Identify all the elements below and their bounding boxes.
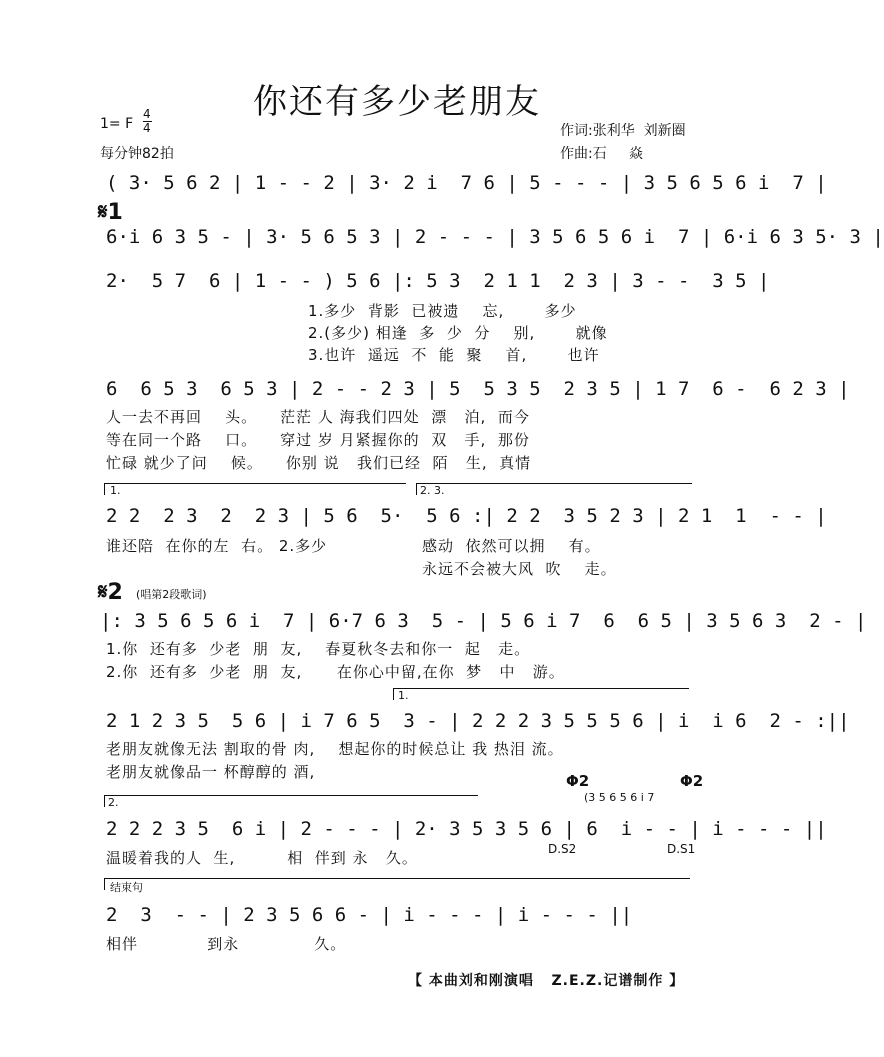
- volta-1b-label: 1.: [398, 689, 409, 702]
- lyric-chorus-1: 1.你 还有多 少老 朋 友, 春夏秋冬去和你一 起 走。: [106, 640, 531, 658]
- volta-23-tick: [416, 483, 417, 495]
- footer-credit: 【 本曲刘和刚演唱 Z.E.Z.记谱制作 】: [408, 973, 685, 989]
- volta-1b-bracket: [393, 688, 689, 689]
- coda-icon: Φ2: [566, 772, 590, 790]
- volta-23-label: 2. 3.: [420, 484, 445, 497]
- segno-1-icon: 𝄋1: [98, 200, 123, 225]
- volta-1-bracket: [104, 483, 406, 484]
- lyric-verse-1a: 1.多少 背影 已被遗 忘, 多少: [308, 302, 577, 320]
- notation-row-7: 2 1 2 3 5 5 6 | i 7 6 5 3 - | 2 2 2 3 5 5 5 6 | i i 6 2 - :||: [106, 710, 850, 732]
- time-sig-top: 4: [143, 107, 151, 121]
- segno-2-note: (唱第2段歌词): [136, 588, 207, 601]
- ending-label: 结束句: [110, 881, 143, 894]
- lyric-chorus-3: 老朋友就像无法 割取的骨 肉, 想起你的时候总让 我 热泪 流。: [106, 740, 564, 758]
- ending-bracket: [104, 878, 690, 879]
- lyric-chorus-4: 老朋友就像品一 杯醇醇的 酒,: [106, 763, 316, 781]
- lyric-end: 相伴 到永 久。: [106, 935, 347, 953]
- lyric-chorus-5: 温暖着我的人 生, 相 伴到 永 久。: [106, 849, 418, 867]
- lyric-chorus-2: 2.你 还有多 少老 朋 友, 在你心中留,在你 梦 中 游。: [106, 663, 565, 681]
- volta-2-label: 2.: [108, 796, 119, 809]
- time-sig-bottom: 4: [143, 121, 151, 135]
- notation-row-2: 6·i 6 3 5 - | 3· 5 6 5 3 | 2 - - - | 3 5 6 5 6 i 7 | 6·i 6 3 5· 3 |: [106, 226, 884, 248]
- lyric-verse-3b: 忙碌 就少了问 候。 你别 说 我们已经 陌 生, 真情: [106, 454, 532, 472]
- notation-row-4: 6 6 5 3 6 5 3 | 2 - - 2 3 | 5 5 3 5 2 3 5 | 1 7 6 - 6 2 3 |: [106, 378, 850, 400]
- lyric-verse-2a: 2.(多少) 相逢 多 少 分 别, 就像: [308, 324, 608, 342]
- coda-end-icon: Φ2: [680, 772, 704, 790]
- volta-1-label: 1.: [110, 484, 121, 497]
- key-signature: 1= F: [100, 116, 134, 132]
- segno-2-icon: 𝄋2: [98, 580, 123, 605]
- lyric-verse-1c: 谁还陪 在你的左 右。 2.多少: [106, 537, 328, 555]
- lyric-verse-1b: 人一去不再回 头。 茫茫 人 海我们四处 漂 泊, 而今: [106, 408, 530, 426]
- tempo-label: 每分钟82拍: [100, 146, 174, 162]
- volta-2-tick: [104, 795, 105, 807]
- notation-row-9: 2 3 - - | 2 3 5 6 6 - | i - - - | i - - - ||: [106, 904, 633, 926]
- ending-tick: [104, 878, 105, 890]
- notation-row-6: |: 3 5 6 5 6 i 7 | 6·7 6 3 5 - | 5 6 i 7 6 6 5 | 3 5 6 3 2 - |: [100, 610, 867, 632]
- coda-small-notes: (3 5 6 5 6 i 7: [584, 791, 655, 804]
- volta-1b-tick: [393, 688, 394, 700]
- notation-row-5: 2 2 2 3 2 2 3 | 5 6 5· 5 6 :| 2 2 3 5 2 3 | 2 1 1 - - |: [106, 505, 827, 527]
- notation-row-8: 2 2 2 3 5 6 i | 2 - - - | 2· 3 5 3 5 6 | 6 i - - | i - - - ||: [106, 818, 827, 840]
- lyric-verse-3d: 永远不会被大风 吹 走。: [422, 560, 617, 578]
- volta-23-bracket: [416, 483, 692, 484]
- notation-row-1: ( 3· 5 6 2 | 1 - - 2 | 3· 2 i 7 6 | 5 - - - | 3 5 6 5 6 i 7 |: [106, 172, 827, 194]
- lyric-verse-3a: 3.也许 遥远 不 能 聚 首, 也许: [308, 346, 600, 364]
- notation-row-3: 2· 5 7 6 | 1 - - ) 5 6 |: 5 3 2 1 1 2 3 | 3 - - 3 5 |: [106, 270, 770, 292]
- volta-2-bracket: [104, 795, 478, 796]
- lyric-verse-1d: 感动 依然可以拥 有。: [422, 537, 601, 555]
- lyric-verse-2b: 等在同一个路 口。 穿过 岁 月紧握你的 双 手, 那份: [106, 431, 530, 449]
- lyricist-label: 作词:张利华 刘新圈: [560, 123, 686, 139]
- ds2-label: D.S2: [548, 842, 577, 856]
- song-title: 你还有多少老朋友: [253, 82, 541, 122]
- composer-label: 作曲:石 焱: [560, 146, 643, 162]
- volta-1-tick: [104, 483, 105, 495]
- ds1-label: D.S1: [667, 842, 696, 856]
